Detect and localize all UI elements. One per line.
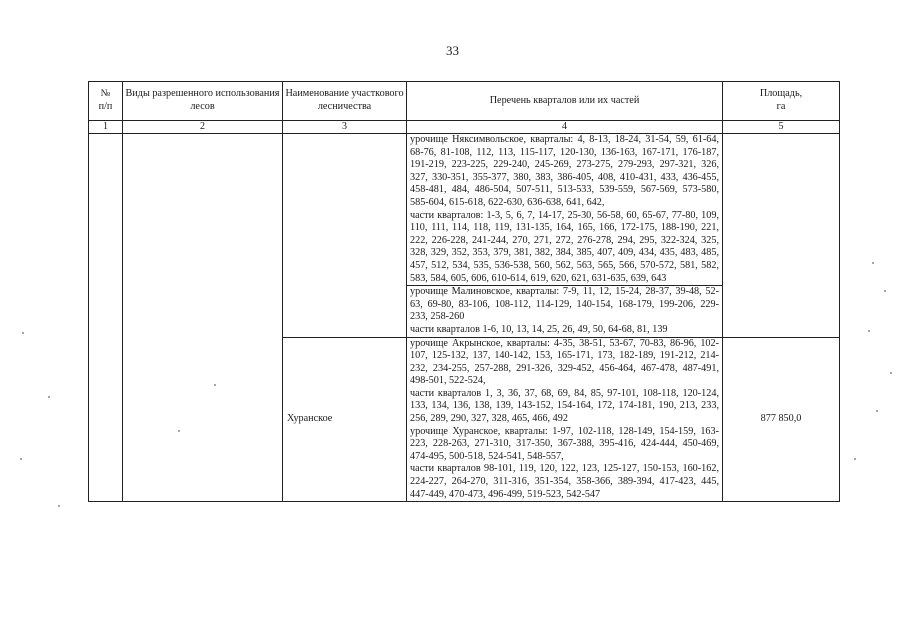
- header-area: Площадь, га: [723, 82, 840, 121]
- cell-area: 877 850,0: [723, 337, 840, 502]
- column-number: 4: [407, 121, 723, 134]
- page-number: 33: [446, 43, 459, 58]
- column-number: 3: [283, 121, 407, 134]
- header-forestry-name: Наименование участкового лесничества: [283, 82, 407, 121]
- cell-forestry-empty: [283, 134, 407, 338]
- cell-quarters-khuranskoe: [407, 337, 723, 502]
- column-number-row: [89, 121, 840, 134]
- header-quarters-list: Перечень кварталов или их частей: [407, 82, 723, 121]
- table-row: [89, 134, 840, 286]
- table-header-row: [89, 82, 840, 121]
- cell-usage-type: [123, 134, 283, 502]
- cell-quarters-nyaksimvolskoe: [407, 134, 723, 286]
- quarter-parts-text: части кварталов 98-101, 119, 120, 122, 123, 125-127, 150-153, 160-162, 224-227, 264-270, 311-316, 351-354, 358-366, 389-394, 417-423, 445, 447-449, 470-473, 496-499, 519-523, 542-547: [410, 463, 719, 500]
- quarter-parts-text: части кварталов 1, 3, 36, 37, 68, 69, 84, 85, 97-101, 108-118, 120-124, 133, 134, 136, 138, 139, 143-152, 154-164, 172, 174-181, 190, 213, 233, 256, 289, 290, 327, 328, 465, 466, 492: [410, 387, 719, 425]
- column-number: 5: [723, 121, 840, 134]
- cell-forestry-name: Хуранское: [283, 337, 407, 502]
- quarters-text: урочище Хуранское, кварталы: 1-97, 102-118, 128-149, 154-159, 163-223, 228-263, 271-310, 317-350, 367-388, 395-416, 424-444, 450-469, 474-495, 500-518, 524-541, 548-557,: [410, 425, 719, 462]
- header-number: № п/п: [89, 82, 123, 121]
- quarters-text: урочище Малиновское, кварталы: 7-9, 11, 12, 15-24, 28-37, 39-48, 52-63, 69-80, 83-106, 108-112, 114-129, 140-154, 168-179, 199-206, 229-233, 258-260: [410, 286, 719, 323]
- cell-quarters-malinovskoe: [407, 286, 723, 337]
- header-usage-type: Виды разрешенного использования лесов: [123, 82, 283, 121]
- quarters-text: урочище Акрынское, кварталы: 4-35, 38-51, 53-67, 70-83, 86-96, 102-107, 125-132, 137, 140-142, 153, 165-171, 173, 182-189, 191-212, 214-232, 234-255, 257-288, 291-326, 329-452, 456-464, 467-478, 487-491, 498-501, 522-524,: [410, 337, 719, 387]
- forest-quarters-table: [88, 81, 840, 502]
- cell-number: [89, 134, 123, 502]
- quarters-text: урочище Няксимвольское, кварталы: 4, 8-13, 18-24, 31-54, 59, 61-64, 68-76, 81-108, 112, 113, 115-117, 120-130, 136-163, 167-171, 176-187, 191-219, 223-225, 229-240, 245-269, 273-275, 279-293, 297-321, 326, 327, 330-351, 355-377, 380, 383, 386-405, 408, 410-431, 433, 436-455, 458-481, 484, 486-504, 507-511, 513-533, 539-559, 567-569, 573-580, 585-604, 615-618, 622-630, 636-638, 641, 642,: [410, 134, 719, 208]
- column-number: 2: [123, 121, 283, 134]
- cell-area-empty: [723, 134, 840, 338]
- quarter-parts-text: части кварталов 1-6, 10, 13, 14, 25, 26, 49, 50, 64-68, 81, 139: [410, 323, 668, 335]
- quarter-parts-text: части кварталов: 1-3, 5, 6, 7, 14-17, 25-30, 56-58, 60, 65-67, 77-80, 109, 110, 111, 114, 118, 119, 131-135, 164, 165, 166, 172-175, 188-190, 221, 222, 226-228, 241-244, 270, 271, 272, 276-278, 294, 295, 322-324, 325, 328, 329, 352, 353, 379, 381, 382, 384, 385, 407, 409, 434, 435, 483, 485, 457, 512, 534, 535, 536-538, 560, 562, 563, 565, 566, 570-572, 581, 582, 583, 584, 605, 606, 610-614, 619, 620, 621, 631-635, 639, 643: [410, 209, 719, 284]
- column-number: 1: [89, 121, 123, 134]
